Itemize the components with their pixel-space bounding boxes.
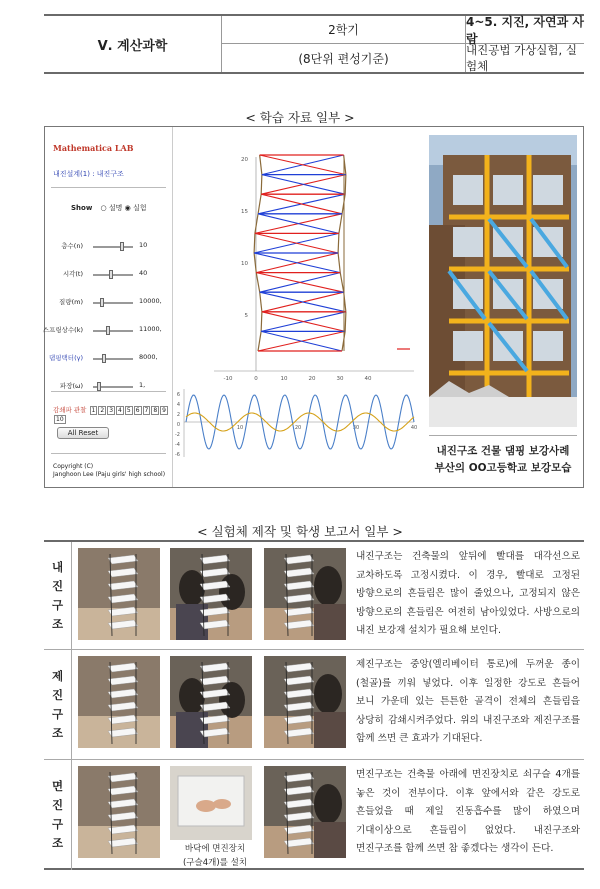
slider-track[interactable] [93, 302, 133, 304]
radio-experiment[interactable]: ◉ 실험 [124, 204, 147, 212]
slider-value: 1, [139, 381, 146, 389]
mathematica-lab-figure [44, 126, 584, 488]
slider-handle[interactable] [109, 270, 113, 279]
show-label: Show [71, 204, 93, 212]
all-reset-button[interactable]: All Reset [57, 427, 109, 439]
structure-plot [174, 127, 424, 487]
wave-y-tick: 4 [176, 402, 180, 408]
slider-label: 스프링상수(k) [42, 326, 83, 334]
isolation-caption [174, 842, 256, 870]
slider-value: 10000, [139, 297, 162, 305]
report-text: 제진구조는 중앙(엘리베이터 통로)에 두꺼운 종이(철골)를 끼워 넣었다. 이후 일정한 강도로 흔들어 보니 가운데 있는 튼튼한 골격이 전체의 흔들림을 상당히 감쇄시켜주었다. 위의 내진구조와 제진구조를 함께 쓰면 큰 효과가 기대된다. [356, 659, 580, 745]
slider-row [49, 297, 169, 309]
report-text: 내진구조는 건축물의 앞뒤에 빨대를 대각선으로 교차하도록 고정시켰다. 이 경우, 빨대로 고정된 방향으로의 흔들림은 많이 줄었으나, 고정되지 않은 방향으로의 흔들림은 여전히 남아있었다. 사방으로의 내진 보강재 설치가 필요해 보인다. [356, 551, 580, 637]
amplitude-selector [53, 405, 172, 424]
report-table [44, 540, 584, 870]
row-seismic [44, 542, 584, 650]
damping-building-photo [429, 135, 577, 427]
model-photo [78, 766, 160, 858]
semester: 2학기 [222, 16, 466, 44]
x-tick-label: 30 [336, 376, 344, 382]
slider-value: 11000, [139, 325, 162, 333]
wave-y-tick: -2 [175, 432, 180, 438]
slider-value: 10 [139, 241, 148, 249]
slider-handle[interactable] [102, 354, 106, 363]
model-photo [78, 548, 160, 640]
slider-handle[interactable] [97, 382, 101, 391]
slider-label: 시각(t) [62, 270, 83, 278]
slider-track[interactable] [93, 330, 133, 332]
x-tick-label: 10 [280, 376, 288, 382]
x-tick-label: 40 [364, 376, 372, 382]
amp-option-box[interactable]: 6 [135, 407, 140, 414]
slider-value: 40 [139, 269, 148, 277]
header-table [44, 14, 584, 74]
amp-option-box[interactable]: 1 [91, 407, 96, 414]
y-tick-label: 10 [241, 261, 248, 267]
row-label: 면 진 구 조 [44, 760, 72, 870]
isolation-device-photo [170, 766, 252, 840]
y-tick-label: 20 [241, 157, 248, 163]
amp-option-box[interactable]: 5 [126, 407, 131, 414]
row-damping [44, 650, 584, 760]
divider [51, 187, 166, 188]
row-label: 제 진 구 조 [44, 650, 72, 759]
slider-value: 8000, [139, 353, 158, 361]
copyright-line1: Copyright (C) [53, 463, 94, 470]
student-photo [264, 656, 346, 748]
lesson-count: (8단위 편성기준) [222, 44, 466, 72]
photo-caption-line2: 부산의 OO고등학교 보강모습 [434, 461, 572, 474]
student-photo [264, 548, 346, 640]
amp-option-box[interactable]: 7 [144, 407, 149, 414]
copyright-line2: Janghoon Lee (Paju girls' high school) [53, 471, 166, 478]
slider-track[interactable] [93, 246, 133, 248]
student-photo [170, 548, 252, 640]
slider-handle[interactable] [120, 242, 124, 251]
y-tick-label: 5 [244, 313, 248, 319]
model-photo [78, 656, 160, 748]
amp-option-box[interactable]: 4 [118, 407, 122, 414]
x-tick-label: 20 [308, 376, 316, 382]
slider-label: 질량(m) [59, 298, 83, 306]
lab-subtitle: 내진설계(1) : 내진구조 [53, 170, 124, 178]
lab-title: Mathematica LAB [53, 143, 134, 153]
slider-track[interactable] [93, 358, 133, 360]
wave-y-tick: 2 [176, 412, 180, 418]
copyright [53, 463, 165, 479]
divider [51, 453, 166, 454]
wave-y-tick: 0 [176, 422, 180, 428]
wave-y-tick: 6 [176, 392, 180, 398]
wave-x-tick: 30 [352, 425, 360, 431]
unit-title: Ⅴ. 계산과학 [44, 16, 222, 72]
amp-option-box[interactable]: 8 [153, 407, 158, 414]
wave-x-tick: 10 [236, 425, 244, 431]
activity: 내진공법 가상실험, 실험체 [466, 43, 577, 73]
slider-row [42, 325, 169, 337]
amp-option-box[interactable]: 2 [100, 407, 105, 414]
isolation-caption-line1: 바닥에 면진장치 [184, 844, 246, 854]
wave-y-tick: -4 [175, 442, 180, 448]
report-text: 면진구조는 건축물 아래에 면진장치로 쇠구슬 4개를 놓은 것이 전부이다. 이후 앞에서와 같은 강도로 흔들었을 때 제일 진동흡수를 많이 하였으며 기대이상으로 흔들림이 없었다. 내진구조와 면진구조를 함께 쓰면 참 좋겠다는 생각이 든다. [356, 769, 580, 855]
lab-control-panel [42, 127, 173, 487]
x-tick-label: 0 [254, 376, 258, 382]
y-tick-label: 15 [241, 209, 248, 215]
wave-x-tick: 40 [410, 425, 418, 431]
slider-row [49, 269, 169, 281]
student-photo [170, 656, 252, 748]
x-tick-label: -10 [223, 376, 233, 382]
wave-y-tick: -6 [175, 452, 180, 458]
slider-label: 파장(ω) [59, 382, 83, 390]
amp-option-box[interactable]: 3 [109, 407, 114, 414]
slider-label: 층수(n) [61, 242, 83, 250]
section-title-materials: < 학습 자료 일부 > [245, 110, 355, 125]
slider-row [49, 241, 169, 253]
slider-label: 댐핑택터(γ) [48, 354, 83, 362]
slider-handle[interactable] [106, 326, 110, 335]
row-label: 내 진 구 조 [44, 542, 72, 649]
slider-handle[interactable] [100, 298, 104, 307]
section-title-reports: < 실험체 제작 및 학생 보고서 일부 > [197, 524, 403, 539]
isolation-caption-line2: (구슬4개)를 설치 [182, 858, 247, 868]
wave-x-tick: 20 [294, 425, 302, 431]
student-photo [264, 766, 346, 858]
divider [51, 391, 166, 392]
amp-label: 감쇄파 관찰 [53, 406, 87, 414]
amp-option-box[interactable]: 10 [56, 416, 64, 423]
radio-explain[interactable]: ○ 설명 [100, 204, 123, 212]
photo-caption [429, 435, 577, 483]
topic: 4~5. 지진, 자연과 사람 [466, 14, 584, 46]
row-isolation [44, 760, 584, 870]
amp-option-box[interactable]: 9 [162, 407, 166, 414]
photo-caption-line1: 내진구조 건물 댐핑 보강사례 [436, 444, 570, 457]
show-toggle [71, 203, 147, 213]
slider-row [49, 353, 169, 365]
